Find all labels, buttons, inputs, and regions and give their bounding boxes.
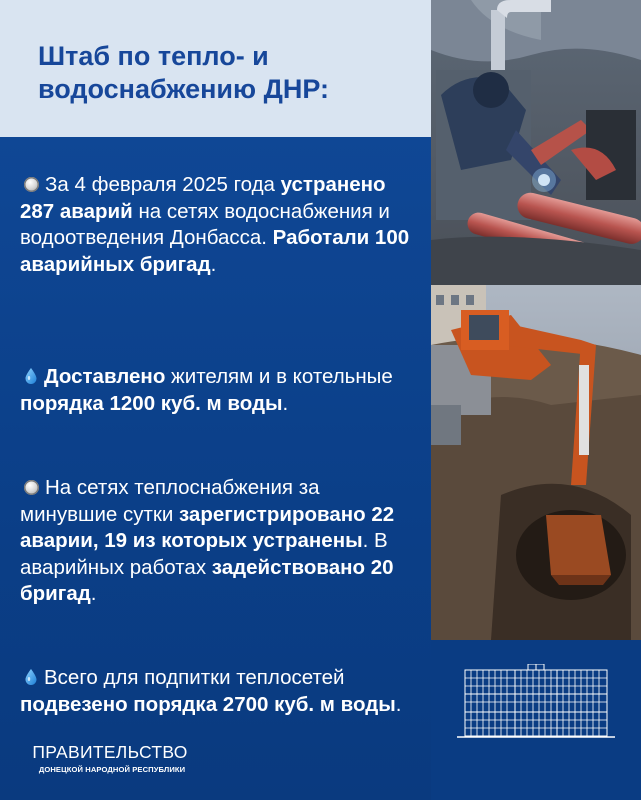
- block-1-text-4: Работали 100 аварийных бригад: [20, 226, 410, 276]
- block-4-text-2: подвезено порядка 2700 куб. м воды: [20, 692, 396, 716]
- white-circle-icon: [24, 480, 39, 495]
- block-3-text-1: На сетях теплоснабжения за минувшие сутки: [20, 476, 320, 526]
- logo-area: [431, 640, 641, 800]
- block-1-text-3: на сетях водоснабжения и водоотведения Донбасса.: [20, 199, 390, 249]
- block-1-text-2: устранено 287 аварий: [20, 173, 386, 223]
- block-2-text-1: Доставлено: [44, 365, 166, 388]
- block-1-text-5: .: [210, 252, 217, 276]
- page-title: Штаб по тепло- и водоснабжению ДНР:: [38, 41, 329, 104]
- block-3-text-5: .: [90, 582, 97, 605]
- block-3-text-2: зарегистрировано 22 аварии, 19 из которых устранены: [20, 502, 395, 552]
- block-2-text-2: жителям и в котельные: [165, 365, 393, 388]
- logo-title: ПРАВИТЕЛЬСТВО: [32, 742, 188, 762]
- block-2-text-4: .: [282, 391, 289, 415]
- logo-subtitle: ДОНЕЦКОЙ НАРОДНОЙ РЕСПУБЛИКИ: [38, 765, 186, 774]
- excavator-photo: [431, 285, 641, 640]
- info-block-4: [20, 665, 420, 718]
- water-drop-icon: [24, 367, 38, 385]
- info-block-2: [20, 364, 420, 417]
- info-block-3: [20, 475, 420, 608]
- info-block-1: [20, 172, 420, 278]
- block-2-text-3: порядка 1200 куб. м воды: [20, 391, 283, 415]
- photo-column: [431, 0, 641, 640]
- block-4-text-3: .: [395, 692, 402, 716]
- welder-photo: [431, 0, 641, 285]
- block-3-text-3: . В аварийных работах: [20, 529, 388, 579]
- government-building-logo: [457, 664, 615, 740]
- block-1-text-1: За 4 февраля 2025 года: [45, 173, 281, 196]
- water-drop-icon: [24, 668, 38, 686]
- block-4-text-1: Всего для подпитки теплосетей: [44, 666, 345, 689]
- header: [0, 0, 431, 137]
- block-3-text-4: задействовано 20 бригад: [20, 555, 394, 605]
- white-circle-icon: [24, 177, 39, 192]
